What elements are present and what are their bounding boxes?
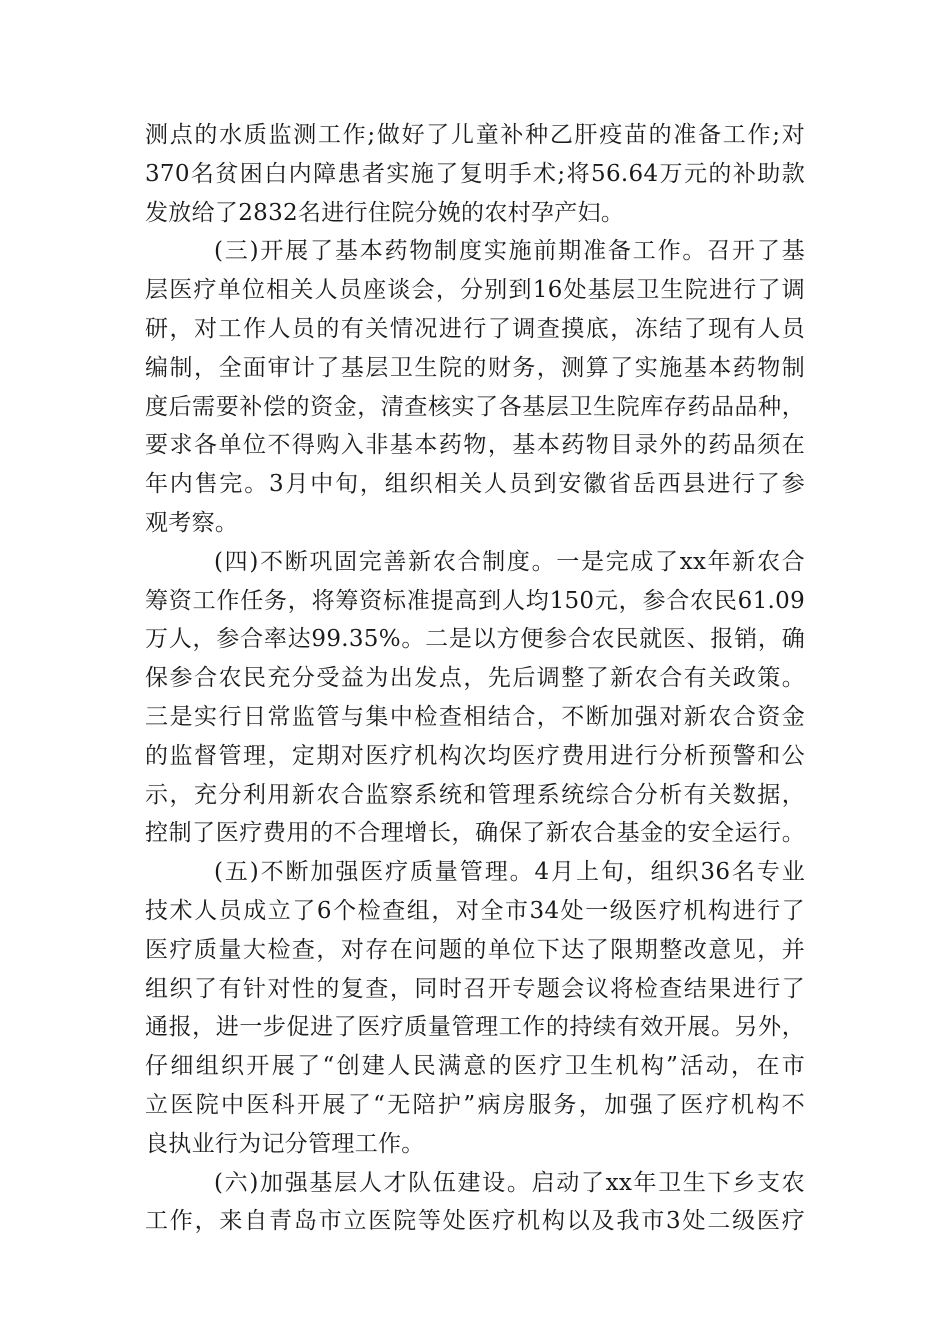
text-line: 观考察。 [145,509,239,536]
text-line: 保参合农民充分受益为出发点，先后调整了新农合有关政策。 [145,665,805,692]
text-line: (四)不断巩固完善新农合制度。一是完成了xx年新农合 [214,548,805,575]
text-line: 发放给了2832名进行住院分娩的农村孕产妇。 [145,199,625,226]
text-line: 仔细组织开展了“创建人民满意的医疗卫生机构”活动，在市 [145,1053,805,1080]
text-line: (五)不断加强医疗质量管理。4月上旬，组织36名专业 [214,859,805,886]
text-line: 医疗质量大检查，对存在问题的单位下达了限期整改意见，并 [145,936,805,963]
text-line: 要求各单位不得购入非基本药物，基本药物目录外的药品须在 [145,432,805,459]
text-line: 良执业行为记分管理工作。 [145,1130,425,1157]
text-line: 筹资工作任务，将筹资标准提高到人均150元，参合农民61.09 [145,587,805,614]
text-line: 度后需要补偿的资金，清查核实了各基层卫生院库存药品品种， [145,393,805,420]
text-line: 编制，全面审计了基层卫生院的财务，测算了实施基本药物制 [145,354,805,381]
text-line: 370名贫困白内障患者实施了复明手术;将56.64万元的补助款 [145,160,805,187]
text-line: 控制了医疗费用的不合理增长，确保了新农合基金的安全运行。 [145,820,805,847]
text-line: 组织了有针对性的复查，同时召开专题会议将检查结果进行了 [145,975,805,1002]
text-line: 层医疗单位相关人员座谈会，分别到16处基层卫生院进行了调 [145,277,805,304]
text-line: (六)加强基层人才队伍建设。启动了xx年卫生下乡支农 [214,1169,805,1196]
text-line: 年内售完。3月中旬，组织相关人员到安徽省岳西县进行了参 [145,471,805,498]
text-line: 的监督管理，定期对医疗机构次均医疗费用进行分析预警和公 [145,742,805,769]
text-line: 示，充分利用新农合监察系统和管理系统综合分析有关数据， [145,781,805,808]
text-line: 技术人员成立了6个检查组，对全市34处一级医疗机构进行了 [145,897,805,924]
text-line: (三)开展了基本药物制度实施前期准备工作。召开了基 [214,238,805,265]
text-line: 三是实行日常监管与集中检查相结合，不断加强对新农合资金 [145,703,805,730]
text-line: 万人，参合率达99.35%。二是以方便参合农民就医、报销，确 [145,626,805,653]
body-text [145,116,805,1241]
text-line: 测点的水质监测工作;做好了儿童补种乙肝疫苗的准备工作;对 [145,122,805,148]
text-line: 研，对工作人员的有关情况进行了调查摸底，冻结了现有人员 [145,315,805,342]
text-line: 立医院中医科开展了“无陪护”病房服务，加强了医疗机构不 [145,1091,805,1118]
text-line: 工作，来自青岛市立医院等处医疗机构以及我市3处二级医疗 [145,1208,805,1235]
text-line: 通报，进一步促进了医疗质量管理工作的持续有效开展。另外， [145,1014,805,1041]
